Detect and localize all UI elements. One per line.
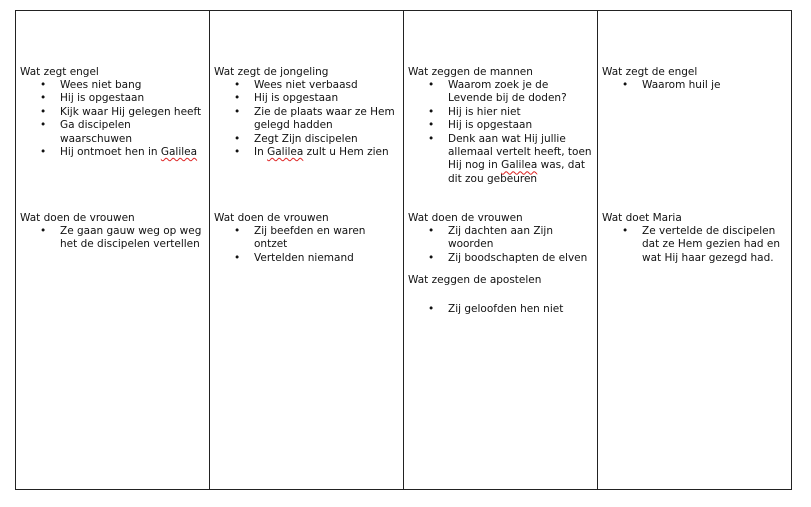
list-item: • Ga discipelen waarschuwen xyxy=(60,119,205,146)
list-item: • Waarom huil je xyxy=(642,79,787,92)
section-vrouwen xyxy=(214,211,399,265)
answer-list xyxy=(20,225,205,252)
list-item: • Hij ontmoet hen in Galilea xyxy=(60,146,205,159)
list-item: • Hij is opgestaan xyxy=(254,92,399,105)
question-heading: Wat doen de vrouwen xyxy=(408,212,523,224)
question-heading: Wat doen de vrouwen xyxy=(214,212,329,224)
list-item: • Kijk waar Hij gelegen heeft xyxy=(60,106,205,119)
list-item: • Zij geloofden hen niet xyxy=(448,303,593,316)
answer-list xyxy=(214,225,399,265)
list-item: • Hij is opgestaan xyxy=(448,119,593,132)
answer-list xyxy=(408,303,593,316)
answer-list xyxy=(602,225,787,265)
list-item: • Hij is opgestaan xyxy=(60,92,205,105)
list-item: • Ze gaan gauw weg op weg het de discipelen vertellen xyxy=(60,225,205,252)
question-heading: Wat doen de vrouwen xyxy=(20,212,135,224)
answer-list xyxy=(20,79,205,159)
answer-list xyxy=(602,79,787,92)
list-item: • Wees niet verbaasd xyxy=(254,79,399,92)
list-item: • Ze vertelde de discipelen dat ze Hem gezien had en wat Hij haar gezegd had. xyxy=(642,225,787,265)
comparison-table xyxy=(15,10,792,490)
column-maria xyxy=(598,11,791,489)
list-item: • Vertelden niemand xyxy=(254,252,399,265)
list-item: • Denk aan wat Hij jullie allemaal vertelt heeft, toen Hij nog in Galilea was, dat dit zou gebeuren xyxy=(448,133,593,187)
question-heading: Wat zegt de engel xyxy=(602,66,698,78)
answer-list xyxy=(408,225,593,265)
spellcheck-word[interactable]: Galilea xyxy=(267,146,304,159)
list-item: • Wees niet bang xyxy=(60,79,205,92)
section-vrouwen xyxy=(408,211,593,317)
list-item: • In Galilea zult u Hem zien xyxy=(254,146,399,159)
list-item: • Zij beefden en waren ontzet xyxy=(254,225,399,252)
spellcheck-word[interactable]: Galilea xyxy=(501,159,538,172)
list-item: • Zegt Zijn discipelen xyxy=(254,133,399,146)
column-engel xyxy=(16,11,210,489)
list-item: • Zij dachten aan Zijn woorden xyxy=(448,225,593,252)
list-item: • Waarom zoek je de Levende bij de doden? xyxy=(448,79,593,106)
question-heading: Wat doet Maria xyxy=(602,212,682,224)
answer-list xyxy=(214,79,399,159)
list-item: • Zie de plaats waar ze Hem gelegd hadden xyxy=(254,106,399,133)
section-maria xyxy=(602,211,787,265)
section-vrouwen xyxy=(20,211,205,252)
list-item: • Zij boodschapten de elven xyxy=(448,252,593,265)
question-heading: Wat zegt engel xyxy=(20,66,99,78)
spellcheck-word[interactable]: Galilea xyxy=(160,146,198,159)
question-heading: Wat zeggen de apostelen xyxy=(408,274,542,287)
question-heading: Wat zeggen de mannen xyxy=(408,66,533,78)
question-heading: Wat zegt de jongeling xyxy=(214,66,329,78)
answer-list xyxy=(408,79,593,186)
list-item: • Hij is hier niet xyxy=(448,106,593,119)
column-mannen xyxy=(404,11,598,489)
column-jongeling xyxy=(210,11,404,489)
